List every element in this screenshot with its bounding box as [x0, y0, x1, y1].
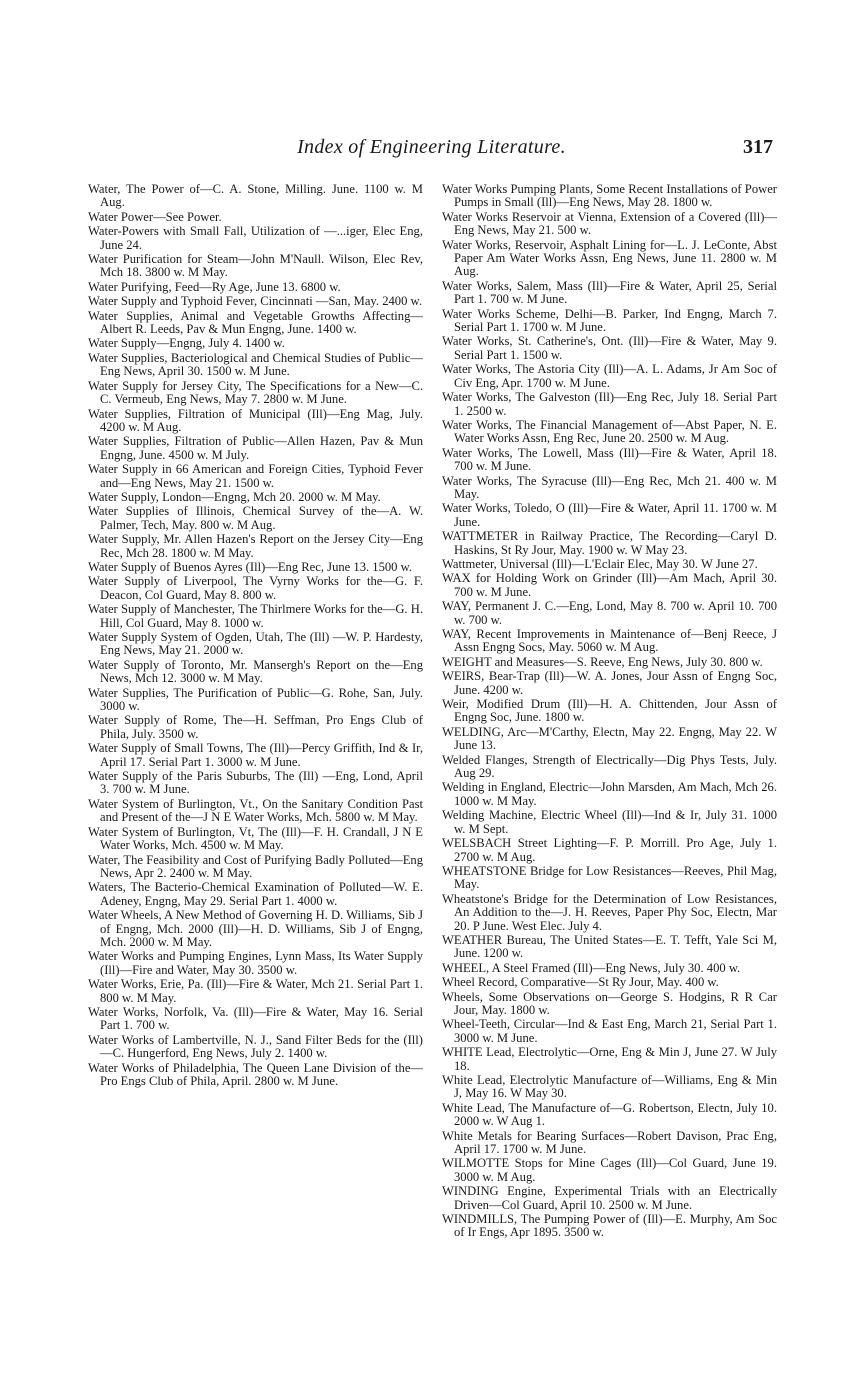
- index-entry: Water Purifying, Feed—Ry Age, June 13. 6800 w.: [88, 279, 341, 294]
- index-entry: Water Works Pumping Plants, Some Recent Installations of Power Pumps in Small (Ill)—Eng News, May 28. 1800 w.: [442, 182, 777, 210]
- index-entry: Welding Machine, Electric Wheel (Ill)—Ind & Ir, July 31. 1000 w. M Sept.: [442, 808, 777, 836]
- index-entry: Water Supplies, Filtration of Public—Allen Hazen, Pav & Mun Engng, June. 4500 w. M July.: [88, 434, 423, 462]
- index-entry: Water Supply of Small Towns, The (Ill)—Percy Griffith, Ind & Ir, April 17. Serial Part 1. 3000 w. M June.: [88, 741, 423, 769]
- index-entry: Water Works, Toledo, O (Ill)—Fire & Water, April 11. 1700 w. M June.: [442, 501, 777, 529]
- index-entry: Wheel-Teeth, Circular—Ind & East Eng, March 21, Serial Part 1. 3000 w. M June.: [442, 1017, 777, 1045]
- index-entry: Water Supply in 66 American and Foreign Cities, Typhoid Fever and—Eng News, May 21. 1500 w.: [88, 462, 423, 490]
- index-entry: WEIGHT and Measures—S. Reeve, Eng News, July 30. 800 w.: [442, 654, 763, 669]
- index-entry: Water Works, Salem, Mass (Ill)—Fire & Water, April 25, Serial Part 1. 700 w. M June.: [442, 278, 777, 307]
- index-entry: Wheels, Some Observations on—George S. Hodgins, R R Car Jour, May. 1800 w.: [442, 989, 777, 1017]
- page-number: 317: [743, 136, 773, 158]
- index-entry: Water Works, St. Catherine's, Ont. (Ill)—Fire & Water, May 9. Serial Part 1. 1500 w.: [442, 334, 777, 362]
- index-entry: Water Supplies of Illinois, Chemical Survey of the—A. W. Palmer, Tech, May. 800 w. M Aug.: [88, 504, 423, 532]
- index-entry: Water Purification for Steam—John M'Naull. Wilson, Elec Rev, Mch 18. 3800 w. M May.: [88, 252, 423, 280]
- index-entry: Water Works, The Lowell, Mass (Ill)—Fire & Water, April 18. 700 w. M June.: [442, 445, 777, 474]
- index-entry: Water Supplies, Filtration of Municipal (Ill)—Eng Mag, July. 4200 w. M Aug.: [88, 406, 423, 434]
- index-entry: Water Works, The Galveston (Ill)—Eng Rec, July 18. Serial Part 1. 2500 w.: [442, 390, 777, 418]
- index-entry: WAY, Permanent J. C.—Eng, Lond, May 8. 700 w. April 10. 700 w. 700 w.: [442, 599, 777, 627]
- index-entry: Water Power—See Power.: [88, 209, 222, 224]
- index-entry: WHEATSTONE Bridge for Low Resistances—Reeves, Phil Mag, May.: [442, 863, 777, 892]
- index-entry: Water Supply, London—Engng, Mch 20. 2000 w. M May.: [88, 489, 381, 504]
- index-entry: WATTMETER in Railway Practice, The Recording—Caryl D. Haskins, St Ry Jour, May. 1900 w. W May 23.: [442, 529, 777, 557]
- index-entry: White Metals for Bearing Surfaces—Robert Davison, Prac Eng, April 17. 1700 w. M June.: [442, 1128, 777, 1157]
- index-entry: Water System of Burlington, Vt, The (Ill)—F. H. Crandall, J N E Water Works, Mch. 4500 w. M May.: [88, 824, 423, 853]
- index-entry: Water Supply of Buenos Ayres (Ill)—Eng Rec, June 13. 1500 w.: [88, 559, 413, 574]
- index-entry: WHEEL, A Steel Framed (Ill)—Eng News, July 30. 400 w.: [442, 960, 741, 975]
- index-entry: Water Works, Reservoir, Asphalt Lining for—L. J. LeConte, Abst Paper Am Water Works Assn, Eng News, June 11. 2800 w. M Aug.: [442, 237, 777, 279]
- index-entry: Water Supply and Typhoid Fever, Cincinnati —San, May. 2400 w.: [88, 294, 422, 309]
- index-entry: Water, The Feasibility and Cost of Purifying Badly Polluted—Eng News, Apr 2. 2400 w. M May.: [88, 852, 423, 880]
- index-entry: Wheel Record, Comparative—St Ry Jour, May. 400 w.: [442, 975, 719, 990]
- index-entry: Welded Flanges, Strength of Electrically—Dig Phys Tests, July. Aug 29.: [442, 752, 777, 781]
- index-entry: Water Works of Lambertville, N. J., Sand Filter Beds for the (Ill)—C. Hungerford, Eng News, July 2. 1400 w.: [88, 1032, 423, 1061]
- index-entry: Water System of Burlington, Vt., On the Sanitary Condition Past and Present of the—J N E Water Works, Mch. 5800 w. M May.: [88, 796, 423, 825]
- index-entry: Weir, Modified Drum (Ill)—H. A. Chittenden, Jour Assn of Engng Soc, June. 1800 w.: [442, 697, 777, 725]
- index-column-right: [442, 183, 777, 1241]
- index-entry: WAX for Holding Work on Grinder (Ill)—Am Mach, April 30. 700 w. M June.: [442, 571, 777, 599]
- index-entry: Water Works, The Syracuse (Ill)—Eng Rec, Mch 21. 400 w. M May.: [442, 473, 777, 501]
- index-entry: Water Supply, Mr. Allen Hazen's Report on the Jersey City—Eng Rec, Mch 28. 1800 w. M May.: [88, 532, 423, 560]
- index-entry: Water Supply of Toronto, Mr. Mansergh's Report on the—Eng News, Mch 12. 3000 w. M May.: [88, 657, 423, 686]
- index-entry: WAY, Recent Improvements in Maintenance of—Benj Reece, J Assn Engng Socs, May. 5060 w. M Aug.: [442, 627, 777, 655]
- index-entry: Water Supply—Engng, July 4. 1400 w.: [88, 336, 285, 351]
- running-title: Index of Engineering Literature.: [297, 136, 566, 158]
- index-entry: WEIRS, Bear-Trap (Ill)—W. A. Jones, Jour Assn of Engng Soc, June. 4200 w.: [442, 669, 777, 697]
- index-entry: Water Supplies, Animal and Vegetable Growths Affecting—Albert R. Leeds, Pav & Mun Engng, June. 1400 w.: [88, 308, 423, 337]
- index-entry: White Lead, Electrolytic Manufacture of—Williams, Eng & Min J, May 16. W May 30.: [442, 1073, 777, 1101]
- index-entry: Wattmeter, Universal (Ill)—L'Eclair Elec, May 30. W June 27.: [442, 556, 758, 571]
- index-entry: Water Works Scheme, Delhi—B. Parker, Ind Engng, March 7. Serial Part 1. 1700 w. M June.: [442, 306, 777, 335]
- index-column-left: [88, 183, 423, 1089]
- index-entry: WELSBACH Street Lighting—F. P. Morrill. Pro Age, July 1. 2700 w. M Aug.: [442, 836, 777, 864]
- index-entry: Welding in England, Electric—John Marsden, Am Mach, Mch 26. 1000 w. M May.: [442, 780, 777, 808]
- index-entry: WHITE Lead, Electrolytic—Orne, Eng & Min J, June 27. W July 18.: [442, 1045, 777, 1073]
- index-entry: Water Works, The Astoria City (Ill)—A. L. Adams, Jr Am Soc of Civ Eng, Apr. 1700 w. M June.: [442, 362, 777, 390]
- index-entry: Water Works and Pumping Engines, Lynn Mass, Its Water Supply (Ill)—Fire and Water, May 30. 3500 w.: [88, 949, 423, 977]
- index-entry: Waters, The Bacterio-Chemical Examination of Polluted—W. E. Adeney, Engng, May 29. Serial Part 1. 4000 w.: [88, 880, 423, 908]
- index-entry: Wheatstone's Bridge for the Determination of Low Resistances, An Addition to the—J. H. Reeves, Paper Phy Soc, Electn, Mar 20. P June. West Elec. July 4.: [442, 891, 777, 933]
- index-entry: WEATHER Bureau, The United States—E. T. Tefft, Yale Sci M, June. 1200 w.: [442, 932, 777, 961]
- index-entry: Water, The Power of—C. A. Stone, Milling. June. 1100 w. M Aug.: [88, 182, 423, 210]
- index-entry: WINDMILLS, The Pumping Power of (Ill)—E. Murphy, Am Soc of Ir Engs, Apr 1895. 3500 w.: [442, 1212, 777, 1240]
- index-entry: WILMOTTE Stops for Mine Cages (Ill)—Col Guard, June 19. 3000 w. M Aug.: [442, 1156, 777, 1184]
- index-entry: WELDING, Arc—M'Carthy, Electn, May 22. Engng, May 22. W June 13.: [442, 724, 777, 753]
- index-entry: Water Works, Erie, Pa. (Ill)—Fire & Water, Mch 21. Serial Part 1. 800 w. M May.: [88, 977, 423, 1005]
- index-entry: Water Supply of Rome, The—H. Seffman, Pro Engs Club of Phila, July. 3500 w.: [88, 713, 423, 741]
- index-entry: Water Supplies, The Purification of Public—G. Rohe, San, July. 3000 w.: [88, 685, 423, 714]
- index-entry: Water Supply System of Ogden, Utah, The (Ill) —W. P. Hardesty, Eng News, May 21. 2000 w.: [88, 630, 423, 658]
- index-entry: White Lead, The Manufacture of—G. Robertson, Electn, July 10. 2000 w. W Aug 1.: [442, 1100, 777, 1129]
- index-entry: Water Works of Philadelphia, The Queen Lane Division of the—Pro Engs Club of Phila, April. 2800 w. M June.: [88, 1060, 423, 1088]
- index-entry: Water Supply of Manchester, The Thirlmere Works for the—G. H. Hill, Col Guard, May 8. 1000 w.: [88, 602, 423, 630]
- index-entry: Water Works Reservoir at Vienna, Extension of a Covered (Ill)—Eng News, May 21. 500 w.: [442, 209, 777, 238]
- index-entry: Water Supply of the Paris Suburbs, The (Ill) —Eng, Lond, April 3. 700 w. M June.: [88, 769, 423, 797]
- index-entry: Water Supply of Liverpool, The Vyrny Works for the—G. F. Deacon, Col Guard, May 8. 800 w.: [88, 574, 423, 602]
- index-entry: Water Works, The Financial Management of—Abst Paper, N. E. Water Works Assn, Eng Rec, June 20. 2500 w. M Aug.: [442, 417, 777, 446]
- index-entry: Water Supplies, Bacteriological and Chemical Studies of Public—Eng News, April 30. 1500 w. M June.: [88, 350, 423, 379]
- index-entry: Water Wheels, A New Method of Governing H. D. Williams, Sib J of Engng, Mch. 2000 (Ill)—H. D. Williams, Sib J of Engng, Mch. 2000 w. M May.: [88, 908, 423, 949]
- index-entry: Water Supply for Jersey City, The Specifications for a New—C. C. Vermeub, Eng News, May 7. 2800 w. M June.: [88, 378, 423, 407]
- index-entry: Water-Powers with Small Fall, Utilization of —...iger, Elec Eng, June 24.: [88, 224, 423, 252]
- index-entry: WINDING Engine, Experimental Trials with an Electrically Driven—Col Guard, April 10. 2500 w. M June.: [442, 1184, 777, 1212]
- index-entry: Water Works, Norfolk, Va. (Ill)—Fire & Water, May 16. Serial Part 1. 700 w.: [88, 1004, 423, 1033]
